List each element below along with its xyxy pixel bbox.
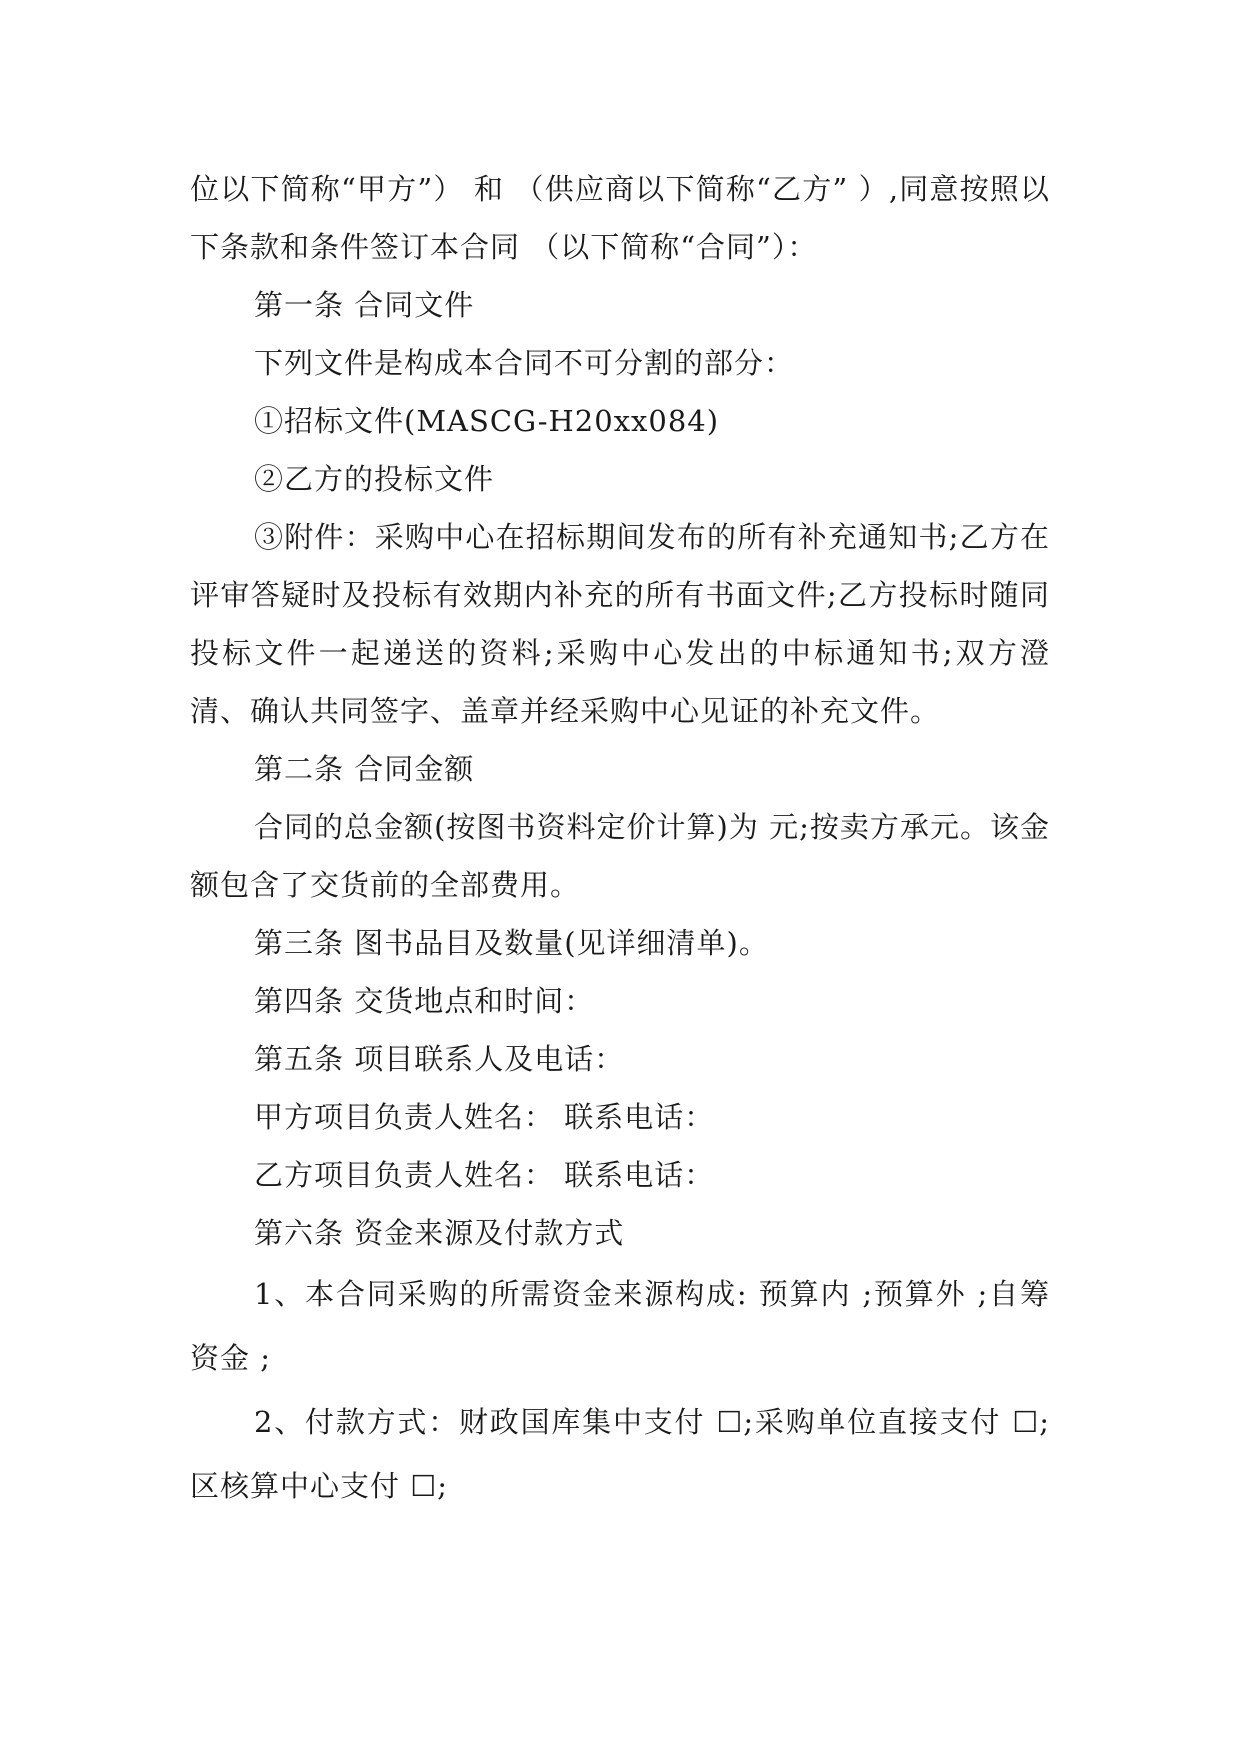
- article-1-item-2: ②乙方的投标文件: [254, 462, 495, 496]
- article-3-heading: 第三条 图书品目及数量(见详细清单)。: [254, 926, 769, 960]
- article-2-body: 合同的总金额(按图书资料定价计算)为 元;按卖方承元。该金额包含了交货前的全部费用。: [190, 810, 1050, 902]
- article-1-item-1: ①招标文件(MASCG-H20xx084): [254, 404, 720, 438]
- article-5-party-b-contact: 乙方项目负责人姓名： 联系电话：: [254, 1158, 715, 1192]
- article-1-item-3: ③附件：采购中心在招标期间发布的所有补充通知书;乙方在评审答疑时及投标有效期内补充的所有书面文件;乙方投标时随同投标文件一起递送的资料;采购中心发出的中标通知书;双方澄清、确认共同签字、盖章并经采购中心见证的补充文件。: [190, 520, 1050, 728]
- intro-paragraph: 位以下简称“甲方”） 和 （供应商以下简称“乙方” ）,同意按照以下条款和条件签订本合同 （以下简称“合同”）：: [190, 172, 1050, 264]
- article-1-heading: 第一条 合同文件: [254, 288, 475, 322]
- article-5-heading: 第五条 项目联系人及电话：: [254, 1042, 625, 1076]
- article-2-heading: 第二条 合同金额: [254, 752, 475, 786]
- article-5-party-a-contact: 甲方项目负责人姓名： 联系电话：: [254, 1100, 715, 1134]
- contract-body: [190, 160, 1050, 1518]
- article-6-item-2: 2、付款方式：财政国库集中支付 ☐;采购单位直接支付 ☐;区核算中心支付 ☐;: [190, 1405, 1050, 1503]
- article-6-item-1: 1、本合同采购的所需资金来源构成: 预算内 ;预算外 ;自筹资金 ;: [190, 1277, 1050, 1375]
- article-4-heading: 第四条 交货地点和时间：: [254, 984, 595, 1018]
- article-1-lead: 下列文件是构成本合同不可分割的部分：: [254, 346, 795, 380]
- article-6-heading: 第六条 资金来源及付款方式: [254, 1216, 625, 1250]
